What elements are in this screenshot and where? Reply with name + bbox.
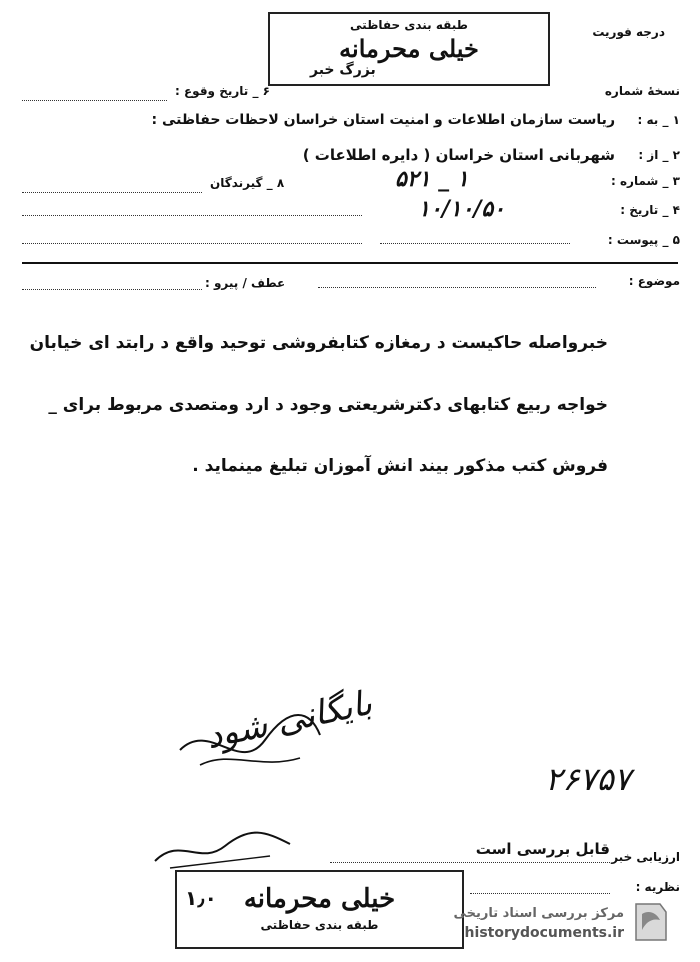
watermark-url: historydocuments.ir [464,925,624,941]
field-date-value: ۱۰/۱۰/۵۰ [418,196,505,222]
occurrence-date-label: ۶ _ تاریخ وقوع : [175,84,270,98]
field-attachment-label: ۵ _ پیوست : [607,233,680,247]
history-documents-logo-icon [630,900,670,944]
classification-stamp-top [268,12,550,86]
classification-title: طبقه بندی حفاظتی [350,18,468,32]
body-line-2: خواجه ربیع کتابهای دکترشریعتی وجود د ارد ومتصدی مربوط برای _ [48,395,608,415]
watermark [450,898,670,948]
handwritten-note: بایگانی شود [202,682,376,758]
evaluation-signature [150,826,300,876]
field-number-value: ۱ _ ۵۲۱ [395,166,469,192]
field-to-label: ۱ _ به : [637,113,680,127]
reference-label: عطف / پیرو : [205,276,286,290]
subject-label: موضوع : [628,274,680,288]
recipients-label: ۸ _ گیرندگان [210,176,285,190]
field-number-label: ۳ _ شماره : [610,174,680,188]
field-to-value: ریاست سازمان اطلاعات و امنیت استان خراسان لاحظات حفاظتی : [151,112,615,128]
field-from-label: ۲ _ از : [638,148,680,162]
evaluation-value: قابل بررسی است [475,840,610,858]
classification-stamp-bottom [175,870,464,949]
field-from-value: شهربانی استان خراسان ( دایره اطلاعات ) [302,146,615,164]
opinion-label: نظریه : [635,880,680,894]
stamp-extra-note: بزرگ خبر [310,62,376,78]
signature-scribble [170,680,330,790]
priority-label: درجه فوریت [592,25,665,39]
classification-bottom-code: ۱٫۰ [185,886,217,910]
copy-number-label: نسخهٔ شماره [604,84,680,98]
classification-handwritten: خیلی محرمانه [339,34,479,63]
watermark-title: مرکز بررسی اسناد تاریخی [453,906,624,921]
field-date-label: ۴ _ تاریخ : [620,203,680,217]
header-divider [22,262,678,264]
body-line-3: فروش کتب مذکور بیند انش آموزان تبلیغ مینماید . [192,456,608,476]
classification-bottom-title: طبقه بندی حفاظتی [260,918,379,932]
archive-number: ۲۶۷۵۷ [545,760,631,798]
classification-bottom-handwritten: خیلی محرمانه [243,884,396,914]
body-line-1: خبرواصله حاکیست د رمغازه کتابفروشی توحید واقع د رابتد ای خیابان [29,333,608,353]
evaluation-label: ارزیابی خبر [611,850,680,864]
